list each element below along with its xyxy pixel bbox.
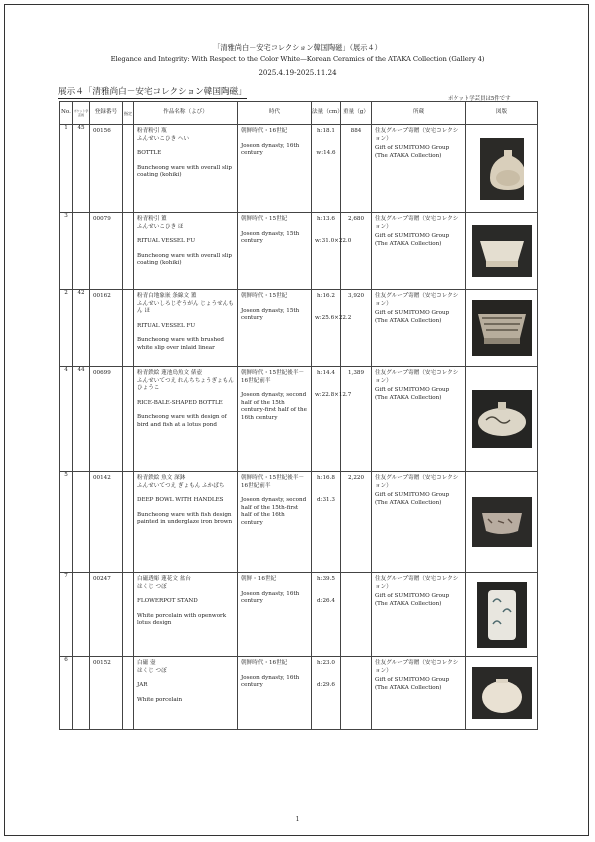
document-page bbox=[4, 4, 589, 836]
reg-number: 00079 bbox=[93, 216, 111, 222]
catalog-table bbox=[59, 101, 538, 730]
cell-reg bbox=[90, 125, 123, 213]
weight-value: 884 bbox=[350, 128, 362, 134]
col-header-name: 作品名称（よび） bbox=[134, 102, 238, 125]
collection-ja: 住友グループ寄贈（安宅コレクション） bbox=[375, 216, 459, 230]
cell-collection bbox=[372, 290, 466, 367]
cell-reg bbox=[90, 367, 123, 472]
cell-size bbox=[312, 213, 352, 290]
work-name-ja: 白磁透彫 蓮花文 盆台 bbox=[137, 576, 191, 582]
cell-period bbox=[238, 125, 312, 213]
table-row bbox=[60, 125, 538, 213]
work-name-en: RITUAL VESSEL FU bbox=[137, 322, 196, 329]
cell-collection bbox=[372, 213, 466, 290]
cell-period bbox=[238, 367, 312, 472]
collection-ja: 住友グループ寄贈（安宅コレクション） bbox=[375, 370, 459, 384]
table-row bbox=[60, 573, 538, 657]
work-name-ja: 白磁 壺 bbox=[137, 660, 156, 666]
work-description: White porcelain bbox=[137, 696, 183, 703]
cell-reg bbox=[90, 472, 123, 573]
col-header-period: 時代 bbox=[238, 102, 312, 125]
period-ja: 朝鮮・16世紀 bbox=[241, 576, 277, 582]
size-height: h:39.5 bbox=[317, 576, 335, 582]
work-reading: ふんせいこひき へい bbox=[137, 135, 190, 142]
col-header-image: 図版 bbox=[466, 102, 538, 125]
cell-weight bbox=[341, 657, 372, 730]
work-reading: はくじ つぼ bbox=[137, 667, 167, 674]
artwork-photo bbox=[480, 138, 524, 200]
cell-name bbox=[134, 472, 238, 573]
section-title: 展示４「清雅尚白－安宅コレクション韓国陶磁」 bbox=[58, 87, 247, 97]
header-title-ja: 「清雅尚白－安宅コレクション韓国陶磁」（展示４） bbox=[213, 43, 382, 52]
header-dates: 2025.4.19-2025.11.24 bbox=[258, 69, 337, 77]
work-reading: ふんせいしろじぞうがん じょうせんもん ほ bbox=[137, 300, 234, 315]
cell-collection bbox=[372, 573, 466, 657]
period-en: Joseon dynasty, 15th century bbox=[241, 230, 300, 245]
work-name-ja: 粉青粉引 簠 bbox=[137, 216, 167, 222]
work-description: White porcelain with openwork lotus design bbox=[137, 612, 227, 627]
artwork-photo bbox=[477, 582, 527, 648]
cell-period bbox=[238, 290, 312, 367]
period-en: Joseon dynasty, 16th century bbox=[241, 590, 300, 605]
work-name-ja: 粉青鉄絵 魚文 深鉢 bbox=[137, 475, 186, 481]
table-row bbox=[60, 213, 538, 290]
work-name-ja: 粉青白地象嵌 条線文 簠 bbox=[137, 293, 197, 299]
cell-no: 6 bbox=[60, 657, 73, 730]
size-height: h:23.0 bbox=[317, 660, 335, 666]
collection-en: Gift of SUMITOMO Group (The ATAKA Collection) bbox=[375, 145, 450, 159]
col-header-no: No. bbox=[60, 102, 73, 125]
work-description: Buncheong ware with overall slip coating (kohiki) bbox=[137, 252, 233, 267]
cell-size bbox=[312, 573, 341, 657]
collection-ja: 住友グループ寄贈（安宅コレクション） bbox=[375, 128, 459, 142]
cell-no: 3 bbox=[60, 213, 73, 290]
weight-value: 2,680 bbox=[347, 216, 364, 222]
collection-en: Gift of SUMITOMO Group (The ATAKA Collection) bbox=[375, 310, 450, 324]
size-height: h:18.1 bbox=[317, 128, 335, 134]
cell-designation bbox=[123, 367, 134, 472]
cell-designation bbox=[123, 472, 134, 573]
table-row bbox=[60, 367, 538, 472]
cell-reg bbox=[90, 573, 123, 657]
collection-en: Gift of SUMITOMO Group (The ATAKA Collection) bbox=[375, 593, 450, 607]
cell-weight bbox=[341, 213, 372, 290]
work-description: Buncheong ware with design of bird and fish at a lotus pond bbox=[137, 414, 227, 428]
table-row bbox=[60, 657, 538, 730]
period-ja: 朝鮮時代・15世紀後半－16世紀前半 bbox=[241, 370, 305, 384]
size-width: d:26.4 bbox=[317, 597, 335, 604]
cell-name bbox=[134, 367, 238, 472]
size-height: h:16.2 bbox=[317, 293, 335, 299]
reg-number: 00156 bbox=[93, 128, 111, 134]
cell-weight bbox=[341, 125, 372, 213]
table-row bbox=[60, 290, 538, 367]
cell-name bbox=[134, 290, 238, 367]
cell-pocket bbox=[73, 657, 90, 730]
cell-size bbox=[312, 290, 352, 367]
cell-designation bbox=[123, 125, 134, 213]
collection-ja: 住友グループ寄贈（安宅コレクション） bbox=[375, 576, 459, 590]
artwork-photo bbox=[472, 667, 532, 719]
cell-no: 4 bbox=[60, 367, 73, 472]
cell-image bbox=[466, 213, 538, 290]
col-header-designation: 指定 bbox=[123, 102, 134, 125]
size-width: w:22.8×12.7 bbox=[315, 391, 352, 398]
cell-name bbox=[134, 657, 238, 730]
size-height: h:14.4 bbox=[317, 370, 335, 376]
work-description: Buncheong ware with fish design painted in underglaze iron brown bbox=[137, 511, 233, 526]
cell-designation bbox=[123, 657, 134, 730]
collection-en: Gift of SUMITOMO Group (The ATAKA Collection) bbox=[375, 387, 450, 401]
work-reading: ふんせいてつえ ぎょもん ふかばち bbox=[137, 482, 225, 489]
cell-pocket bbox=[73, 573, 90, 657]
size-width: d:31.3 bbox=[317, 496, 335, 503]
cell-name bbox=[134, 125, 238, 213]
weight-value bbox=[341, 657, 371, 662]
weight-value: 2,220 bbox=[347, 475, 364, 481]
period-ja: 朝鮮時代・16世紀 bbox=[241, 660, 288, 666]
cell-size bbox=[312, 125, 341, 213]
reg-number: 00699 bbox=[93, 370, 111, 376]
cell-no: 1 bbox=[60, 125, 73, 213]
cell-period bbox=[238, 573, 312, 657]
work-name-en: DEEP BOWL WITH HANDLES bbox=[137, 497, 224, 504]
work-description: Buncheong ware with brushed white slip over inlaid linear bbox=[137, 337, 225, 351]
cell-no: 7 bbox=[60, 573, 73, 657]
period-en: Joseon dynasty, 16th century bbox=[241, 142, 300, 157]
col-header-size: 法量（cm） bbox=[312, 102, 341, 125]
cell-pocket: 42 bbox=[73, 290, 90, 367]
work-name-ja: 粉青鉄絵 蓮池鳥魚文 俵壺 bbox=[137, 370, 203, 376]
cell-reg bbox=[90, 657, 123, 730]
weight-value: 3,920 bbox=[347, 293, 364, 299]
work-name-en: JAR bbox=[137, 682, 148, 689]
cell-weight bbox=[341, 472, 372, 573]
artwork-photo bbox=[472, 300, 532, 356]
cell-designation bbox=[123, 573, 134, 657]
reg-number: 00152 bbox=[93, 660, 111, 666]
cell-weight bbox=[341, 290, 372, 367]
size-width: d:29.6 bbox=[317, 681, 335, 688]
cell-size bbox=[312, 657, 341, 730]
weight-value bbox=[341, 573, 371, 578]
work-name-ja: 粉青粉引 瓶 bbox=[137, 128, 167, 134]
cell-weight bbox=[341, 367, 372, 472]
size-width: w:14.6 bbox=[316, 149, 336, 156]
col-header-collection: 所蔵 bbox=[372, 102, 466, 125]
collection-en: Gift of SUMITOMO Group (The ATAKA Collection) bbox=[375, 492, 450, 506]
cell-collection bbox=[372, 125, 466, 213]
cell-period bbox=[238, 213, 312, 290]
col-header-pocket: ポケット学芸員 bbox=[73, 102, 90, 125]
cell-name bbox=[134, 573, 238, 657]
work-reading: ふんせいこひき ほ bbox=[137, 223, 184, 230]
cell-image bbox=[466, 573, 538, 657]
reg-number: 00247 bbox=[93, 576, 111, 582]
reg-number: 00142 bbox=[93, 475, 111, 481]
cell-pocket: 45 bbox=[73, 125, 90, 213]
cell-reg bbox=[90, 213, 123, 290]
work-reading: ふんせいてつえ れんちちょうぎょもん ひょうこ bbox=[137, 377, 234, 392]
period-en: Joseon dynasty, second half of the 15th century-first half of the 16th century bbox=[241, 392, 307, 421]
cell-name bbox=[134, 213, 238, 290]
cell-period bbox=[238, 472, 312, 573]
size-height: h:16.8 bbox=[317, 475, 335, 481]
size-width: w:31.0×22.0 bbox=[315, 237, 352, 244]
cell-pocket bbox=[73, 472, 90, 573]
period-ja: 朝鮮時代・16世紀 bbox=[241, 128, 288, 134]
cell-collection bbox=[372, 367, 466, 472]
cell-designation bbox=[123, 290, 134, 367]
cell-image bbox=[466, 367, 538, 472]
artwork-photo bbox=[472, 497, 532, 547]
weight-value: 1,389 bbox=[347, 370, 364, 376]
col-header-weight: 重量（g） bbox=[341, 102, 372, 125]
cell-no: 5 bbox=[60, 472, 73, 573]
cell-pocket: 44 bbox=[73, 367, 90, 472]
cell-size bbox=[312, 472, 341, 573]
work-name-en: FLOWERPOT STAND bbox=[137, 598, 198, 605]
period-ja: 朝鮮時代・15世紀 bbox=[241, 293, 288, 299]
cell-designation bbox=[123, 213, 134, 290]
collection-ja: 住友グループ寄贈（安宅コレクション） bbox=[375, 475, 459, 489]
period-en: Joseon dynasty, second half of the 15th-first half of the 16th century bbox=[241, 497, 307, 526]
period-ja: 朝鮮時代・15世紀 bbox=[241, 216, 288, 222]
cell-collection bbox=[372, 472, 466, 573]
pocket-curator-note: ポケット学芸員は5件です bbox=[448, 96, 511, 102]
work-description: Buncheong ware with overall slip coating (kohiki) bbox=[137, 164, 233, 179]
cell-size bbox=[312, 367, 352, 472]
artwork-photo bbox=[472, 225, 532, 277]
period-ja: 朝鮮時代・15世紀後半－16世紀前半 bbox=[241, 475, 305, 489]
work-name-en: RICE-BALE-SHAPED BOTTLE bbox=[137, 399, 223, 406]
cell-no: 2 bbox=[60, 290, 73, 367]
collection-ja: 住友グループ寄贈（安宅コレクション） bbox=[375, 660, 459, 674]
artwork-photo bbox=[472, 390, 532, 448]
size-width: w:25.6×22.2 bbox=[315, 314, 352, 321]
size-height: h:13.6 bbox=[317, 216, 335, 222]
cell-image bbox=[466, 290, 538, 367]
work-reading: はくじ つぼ bbox=[137, 583, 167, 590]
header-title-en: Elegance and Integrity: With Respect to the Color White—Korean Ceramics of the ATAKA Collection (Gallery 4) bbox=[110, 55, 485, 63]
collection-en: Gift of SUMITOMO Group (The ATAKA Collection) bbox=[375, 233, 450, 247]
col-header-reg: 登録番号 bbox=[90, 102, 123, 125]
reg-number: 00162 bbox=[93, 293, 111, 299]
cell-image bbox=[466, 472, 538, 573]
cell-weight bbox=[341, 573, 372, 657]
work-name-en: BOTTLE bbox=[137, 150, 162, 157]
collection-ja: 住友グループ寄贈（安宅コレクション） bbox=[375, 293, 459, 307]
cell-period bbox=[238, 657, 312, 730]
cell-reg bbox=[90, 290, 123, 367]
page-number: 1 bbox=[295, 816, 300, 823]
table-header-row bbox=[60, 102, 538, 125]
cell-pocket bbox=[73, 213, 90, 290]
cell-image bbox=[466, 657, 538, 730]
cell-collection bbox=[372, 657, 466, 730]
period-en: Joseon dynasty, 15th century bbox=[241, 307, 300, 322]
table-row bbox=[60, 472, 538, 573]
period-en: Joseon dynasty, 16th century bbox=[241, 674, 300, 689]
collection-en: Gift of SUMITOMO Group (The ATAKA Collection) bbox=[375, 677, 450, 691]
work-name-en: RITUAL VESSEL FU bbox=[137, 238, 196, 245]
cell-image bbox=[466, 125, 538, 213]
